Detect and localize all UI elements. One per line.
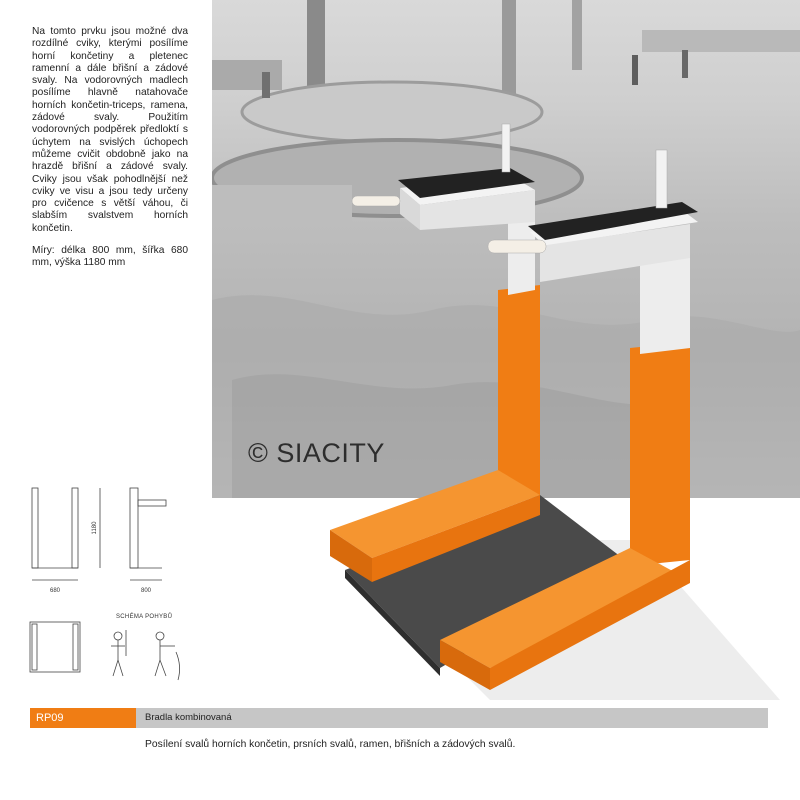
front-post-orange [630, 342, 690, 566]
watermark: © SIACITY [248, 438, 385, 468]
back-post-orange [498, 285, 540, 500]
figure-head [156, 632, 164, 640]
back-vertical-grip [502, 124, 510, 172]
figure-head [114, 632, 122, 640]
description-paragraph: Na tomto prvku jsou možné dva rozdílné cviky, kterými posílíme horní končetiny a pletenec ramenní a dále břišní a zádové svaly. Na vodorovných madlech posílíme hlavně natahovače horních končetin-triceps, ramena, zádové svaly. Použitím vodorovných podpěrek předloktí s úchytem na svislých úchopech můžeme cvičit obdobně jako na hrazdě břišní a zádové svaly. Cviky jsou však pohodlnější než cviky ve visu a jsou tedy určeny pro cvičence s větší váhou, či slabším svalstvem horních končetin. [32, 26, 188, 234]
top-view [30, 622, 80, 672]
front-forearm-rest [488, 240, 546, 253]
product-code: RP09 [30, 708, 136, 728]
front-vertical-grip [656, 150, 667, 208]
schema-label: SCHÉMA POHYBŮ [116, 614, 173, 620]
dimensions-text: Míry: délka 800 mm, šířka 680 mm, výška 1180 mm [32, 245, 188, 269]
length-label: 800 [140, 588, 152, 594]
product-subtitle: Posílení svalů horních končetin, prsních svalů, ramen, břišních a zádových svalů. [145, 739, 516, 750]
side-view-post [130, 488, 138, 568]
back-forearm-rest [352, 196, 400, 206]
front-view-post-right [72, 488, 78, 568]
front-view-post-left [32, 488, 38, 568]
technical-drawings [0, 480, 230, 720]
product-name: Bradla kombinovaná [145, 712, 232, 723]
height-label: 1180 [92, 521, 98, 535]
product-bar [30, 708, 768, 728]
width-label: 680 [49, 588, 61, 594]
movement-arc [176, 652, 180, 680]
